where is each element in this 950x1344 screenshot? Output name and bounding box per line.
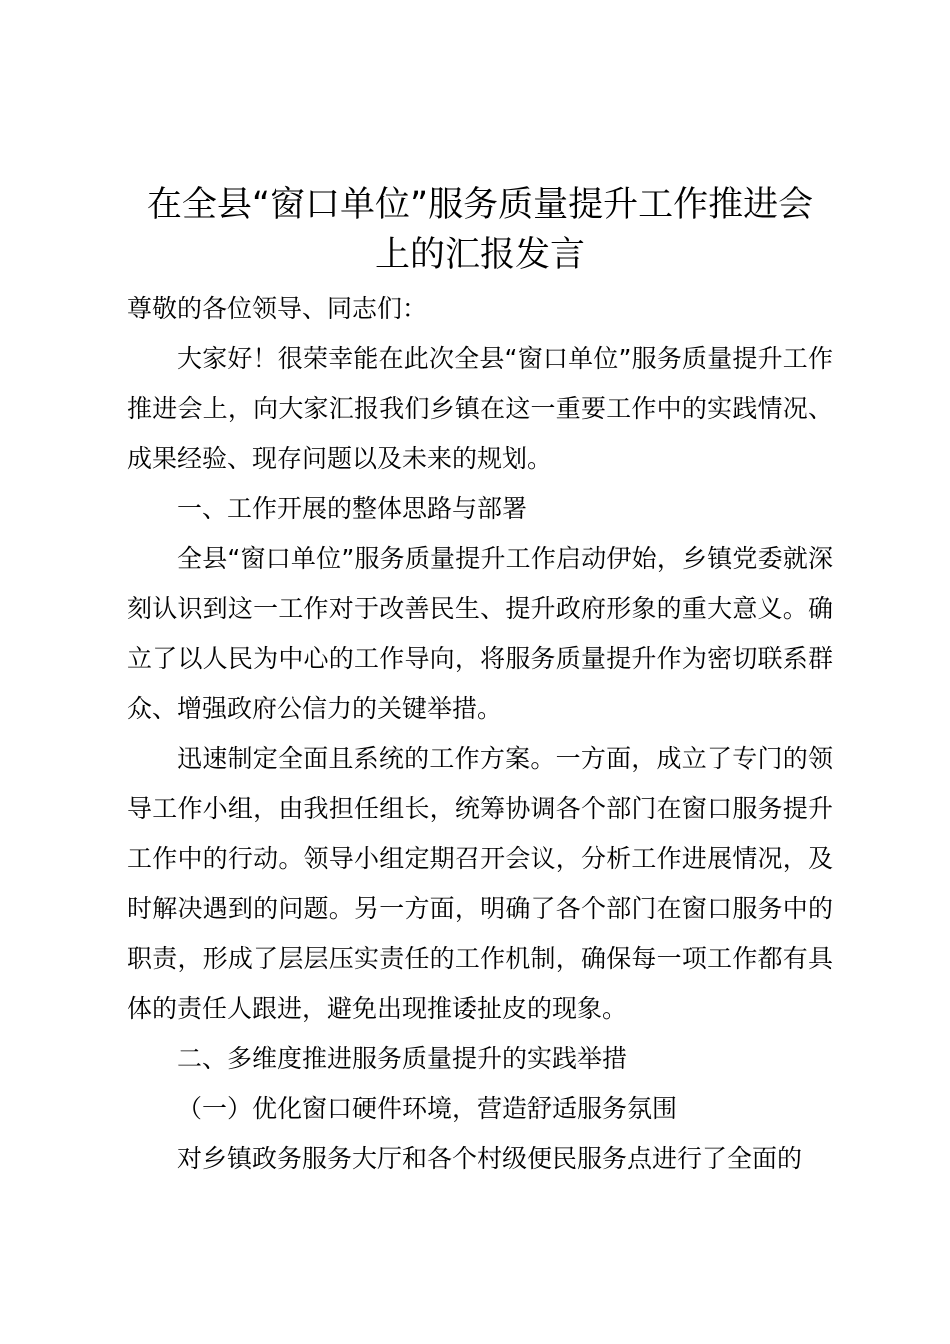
document-title	[110, 180, 850, 280]
document-body	[127, 284, 833, 1184]
title-line-1: 在全县“窗口单位”服务质量提升工作推进会	[146, 185, 814, 225]
greeting: 尊敬的各位领导、同志们：	[127, 294, 428, 323]
paragraph-plan: 迅速制定全面且系统的工作方案。一方面，成立了专门的领导工作小组，由我担任组长，统筹协调各个部门在窗口服务提升工作中的行动。领导小组定期召开会议，分析工作进展情况，及时解决遇到的问题。另一方面，明确了各个部门在窗口服务中的职责，形成了层层压实责任的工作机制，确保每一项工作都有具体的责任人跟进，避免出现推诿扯皮的现象。	[127, 744, 833, 1023]
title-line-2: 上的汇报发言	[374, 235, 585, 275]
subsection-heading-1: （一）优化窗口硬件环境，营造舒适服务氛围	[177, 1094, 678, 1123]
section-heading-1: 一、工作开展的整体思路与部署	[177, 494, 528, 523]
paragraph-opening: 大家好！很荣幸能在此次全县“窗口单位”服务质量提升工作推进会上，向大家汇报我们乡镇在这一重要工作中的实践情况、成果经验、现存问题以及未来的规划。	[127, 344, 833, 473]
section-heading-2: 二、多维度推进服务质量提升的实践举措	[177, 1044, 628, 1073]
paragraph-hardware: 对乡镇政务服务大厅和各个村级便民服务点进行了全面的	[177, 1144, 803, 1173]
paragraph-overview: 全县“窗口单位”服务质量提升工作启动伊始，乡镇党委就深刻认识到这一工作对于改善民生、提升政府形象的重大意义。确立了以人民为中心的工作导向，将服务质量提升作为密切联系群众、增强政府公信力的关键举措。	[127, 544, 833, 723]
